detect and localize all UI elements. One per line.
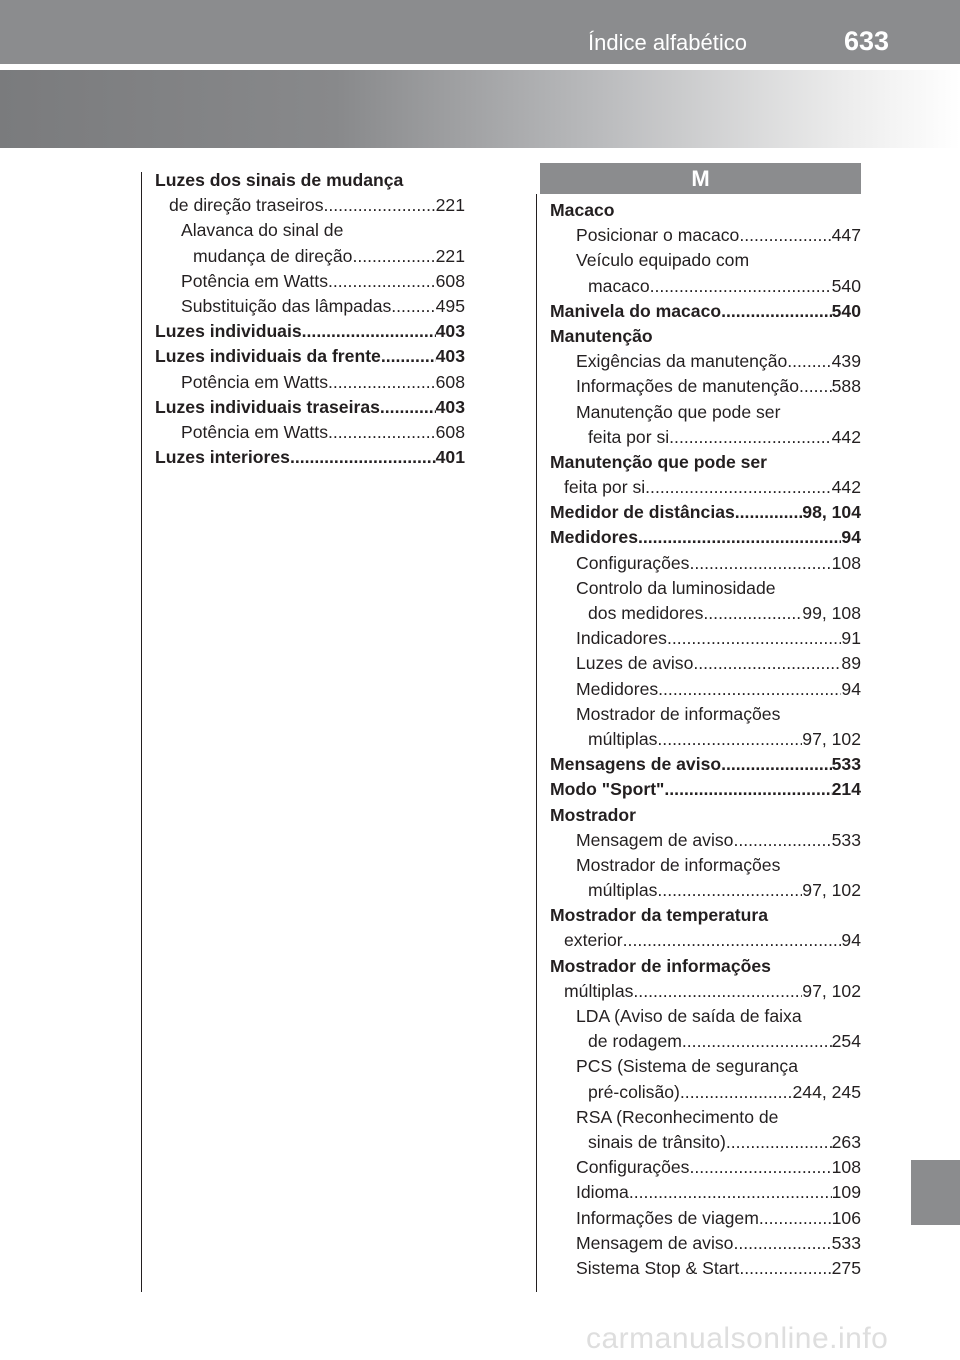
dot-leader: [664, 777, 831, 802]
index-entry: [550, 551, 861, 576]
entry-text: de direção traseiros: [169, 195, 324, 216]
entry-text: pré-colisão): [588, 1081, 680, 1102]
entry-text: Mensagem de aviso: [576, 1232, 734, 1253]
section-letter-header: M: [540, 163, 861, 194]
dot-leader: [721, 299, 832, 324]
index-entry: [550, 1206, 861, 1231]
index-entry: [155, 319, 465, 344]
dot-leader: [689, 551, 831, 576]
dot-leader: [680, 1080, 793, 1105]
dot-leader: [799, 374, 832, 399]
index-entry: [550, 1231, 861, 1256]
entry-page-ref: 495: [435, 295, 465, 316]
index-entry: [550, 1080, 861, 1105]
index-entry: [155, 395, 465, 420]
entry-page-ref: 108: [831, 1157, 861, 1178]
index-entry: [550, 1105, 861, 1130]
index-entry: [550, 450, 861, 475]
entry-text: Substituição das lâmpadas: [181, 295, 392, 316]
entry-text: dos medidores: [588, 603, 704, 623]
entry-page-ref: 608: [435, 371, 465, 392]
entry-page-ref: 442: [831, 477, 861, 498]
dot-leader: [733, 1231, 831, 1256]
entry-page-ref: 442: [831, 426, 861, 447]
index-entry: [155, 269, 465, 294]
page-header-title: Índice alfabético: [588, 30, 747, 55]
entry-text: Mostrador: [550, 804, 637, 825]
dot-leader: [733, 828, 831, 853]
entry-text: Luzes interiores: [155, 447, 290, 468]
entry-page-ref: 540: [831, 275, 861, 296]
entry-page-ref: 403: [435, 321, 465, 342]
dot-leader: [638, 525, 841, 550]
entry-page-ref: 91: [841, 628, 861, 649]
dot-leader: [328, 420, 436, 445]
index-entry: [550, 198, 861, 223]
dot-leader: [739, 223, 831, 248]
entry-page-ref: 533: [831, 1232, 861, 1253]
index-entry: [550, 853, 861, 878]
entry-text: Medidor de distâncias: [550, 502, 735, 523]
index-entry: [550, 349, 861, 374]
dot-leader: [302, 319, 436, 344]
watermark: carmanualsonline.info: [586, 1322, 889, 1355]
index-entry: [155, 344, 465, 369]
dot-leader: [650, 274, 832, 299]
index-entry: [550, 979, 861, 1004]
entry-page-ref: 98, 104: [802, 502, 861, 523]
entry-text: PCS (Sistema de segurança: [576, 1056, 798, 1077]
index-entry: [550, 374, 861, 399]
entry-page-ref: 608: [435, 421, 465, 442]
entry-text: Macaco: [550, 200, 615, 220]
entry-page-ref: 401: [435, 447, 465, 468]
entry-page-ref: 106: [831, 1207, 861, 1228]
index-entry: [550, 223, 861, 248]
index-entry: [550, 954, 861, 979]
index-entry: [550, 525, 861, 550]
entry-text: de rodagem: [588, 1031, 682, 1052]
dot-leader: [391, 294, 435, 319]
entry-text: múltiplas: [588, 728, 658, 749]
dot-leader: [657, 878, 802, 903]
entry-text: Luzes individuais traseiras: [155, 396, 380, 417]
index-entry: [550, 324, 861, 349]
index-entry: [550, 425, 861, 450]
entry-text: Alavanca do sinal de: [181, 220, 344, 241]
index-entry: [155, 420, 465, 445]
index-entry: [550, 274, 861, 299]
entry-page-ref: 588: [831, 376, 861, 397]
entry-page-ref: 540: [831, 300, 861, 321]
entry-text: Mostrador de informações: [576, 703, 781, 724]
index-entry: [550, 1054, 861, 1079]
dot-leader: [352, 244, 435, 269]
entry-text: Veículo equipado com: [576, 250, 750, 271]
entry-text: feita por si: [588, 426, 670, 447]
entry-text: LDA (Aviso de saída de faixa: [576, 1006, 802, 1026]
page-number: 633: [844, 26, 890, 56]
entry-page-ref: 109: [831, 1182, 861, 1203]
index-entry: [550, 651, 861, 676]
index-entry: [550, 1256, 861, 1281]
dot-leader: [726, 1130, 832, 1155]
entry-text: Mostrador de informações: [550, 955, 771, 976]
entry-text: Manutenção que pode ser: [576, 401, 781, 422]
entry-page-ref: 533: [831, 754, 861, 775]
index-entry: [550, 1004, 861, 1029]
index-entry: [550, 500, 861, 525]
index-entry: [550, 475, 861, 500]
index-entry: [550, 1180, 861, 1205]
entry-page-ref: 97, 102: [802, 980, 861, 1001]
index-entry: [550, 576, 861, 601]
index-entry: [550, 828, 861, 853]
index-entry: [550, 1155, 861, 1180]
entry-page-ref: 263: [831, 1131, 861, 1152]
entry-text: mudança de direção: [193, 245, 353, 266]
entry-page-ref: 533: [831, 829, 861, 850]
dot-leader: [324, 193, 436, 218]
entry-text: RSA (Reconhecimento de: [576, 1106, 779, 1127]
dot-leader: [721, 752, 832, 777]
dot-leader: [787, 349, 831, 374]
index-entry: [550, 928, 861, 953]
entry-text: Mostrador da temperatura: [550, 905, 769, 926]
dot-leader: [629, 1180, 832, 1205]
entry-text: Mensagens de aviso: [550, 754, 722, 775]
index-entry: [550, 727, 861, 752]
index-entry: [155, 445, 465, 470]
entry-text: Configurações: [576, 1157, 690, 1178]
entry-page-ref: 94: [841, 678, 861, 699]
index-entry: [550, 400, 861, 425]
entry-text: Sistema Stop & Start: [576, 1257, 740, 1278]
index-entry: [550, 903, 861, 928]
index-entry: [155, 168, 465, 193]
entry-text: Controlo da luminosidade: [576, 577, 776, 598]
index-entry: [550, 878, 861, 903]
dot-leader: [669, 425, 831, 450]
entry-page-ref: 275: [831, 1257, 861, 1278]
dot-leader: [380, 395, 436, 420]
index-entry: [550, 702, 861, 727]
index-entry: [155, 193, 465, 218]
dot-leader: [290, 445, 436, 470]
dot-leader: [645, 475, 831, 500]
entry-page-ref: 254: [831, 1031, 861, 1052]
entry-text: Potência em Watts: [181, 421, 328, 442]
entry-page-ref: 99, 108: [802, 603, 861, 623]
dot-leader: [328, 269, 436, 294]
entry-text: Configurações: [576, 552, 690, 573]
entry-text: Informações de manutenção: [576, 376, 799, 397]
entry-page-ref: 447: [831, 225, 861, 246]
index-entry: [550, 248, 861, 273]
dot-leader: [689, 1155, 831, 1180]
dot-leader: [623, 928, 842, 953]
dot-leader: [759, 1206, 832, 1231]
dot-leader: [682, 1029, 832, 1054]
index-entry: [155, 218, 465, 243]
entry-text: Modo "Sport": [550, 779, 665, 800]
entry-page-ref: 97, 102: [802, 728, 861, 749]
entry-page-ref: 97, 102: [802, 880, 861, 901]
entry-text: Manutenção que pode ser: [550, 451, 768, 472]
entry-page-ref: 108: [831, 552, 861, 573]
entry-text: Potência em Watts: [181, 371, 328, 392]
dot-leader: [703, 601, 802, 626]
entry-text: Medidores: [550, 527, 638, 548]
entry-page-ref: 439: [831, 351, 861, 372]
entry-page-ref: 403: [435, 396, 465, 417]
entry-text: exterior: [564, 930, 623, 951]
index-entry: [550, 677, 861, 702]
entry-text: Medidores: [576, 678, 659, 699]
decorative-gradient-band: [0, 70, 960, 148]
dot-leader: [693, 651, 841, 676]
entry-text: feita por si: [564, 477, 646, 498]
entry-page-ref: 244, 245: [792, 1081, 861, 1102]
left-column-rule: [141, 172, 142, 1292]
dot-leader: [633, 979, 802, 1004]
dot-leader: [667, 626, 841, 651]
entry-page-ref: 221: [435, 195, 465, 216]
index-entry: [550, 803, 861, 828]
index-entry: [550, 752, 861, 777]
right-column-rule: [536, 194, 537, 1292]
index-entry: [550, 626, 861, 651]
entry-text: macaco: [588, 275, 650, 296]
entry-text: Indicadores: [576, 628, 667, 649]
index-column-right: [550, 198, 861, 1281]
entry-text: Potência em Watts: [181, 270, 328, 291]
header-bar: [0, 0, 960, 64]
entry-text: Mostrador de informações: [576, 854, 781, 875]
index-entry: [550, 601, 861, 626]
index-column-left: [155, 168, 465, 470]
dot-leader: [735, 500, 803, 525]
entry-page-ref: 94: [841, 527, 861, 548]
entry-text: Luzes dos sinais de mudança: [155, 170, 404, 190]
entry-text: Luzes individuais da frente: [155, 346, 381, 367]
entry-text: Luzes de aviso: [576, 653, 694, 674]
entry-page-ref: 403: [435, 346, 465, 367]
entry-text: Posicionar o macaco: [576, 225, 740, 246]
entry-page-ref: 608: [435, 270, 465, 291]
entry-text: Manivela do macaco: [550, 300, 722, 321]
index-entry: [155, 244, 465, 269]
dot-leader: [657, 727, 802, 752]
entry-page-ref: 221: [435, 245, 465, 266]
section-thumb-tab: [911, 1160, 960, 1225]
entry-text: múltiplas: [564, 980, 634, 1001]
index-entry: [550, 1130, 861, 1155]
entry-text: Mensagem de aviso: [576, 829, 734, 850]
entry-text: Luzes individuais: [155, 321, 302, 342]
entry-page-ref: 214: [831, 779, 861, 800]
entry-text: sinais de trânsito): [588, 1131, 726, 1152]
dot-leader: [658, 677, 841, 702]
entry-text: múltiplas: [588, 880, 658, 901]
entry-text: Exigências da manutenção: [576, 351, 788, 372]
entry-text: Informações de viagem: [576, 1207, 759, 1228]
index-entry: [550, 1029, 861, 1054]
entry-text: Manutenção: [550, 325, 653, 346]
entry-page-ref: 89: [841, 653, 861, 674]
entry-page-ref: 94: [841, 930, 861, 951]
index-entry: [155, 370, 465, 395]
index-entry: [550, 299, 861, 324]
dot-leader: [381, 344, 436, 369]
dot-leader: [328, 370, 436, 395]
index-entry: [550, 777, 861, 802]
dot-leader: [739, 1256, 831, 1281]
index-entry: [155, 294, 465, 319]
entry-text: Idioma: [576, 1182, 629, 1203]
